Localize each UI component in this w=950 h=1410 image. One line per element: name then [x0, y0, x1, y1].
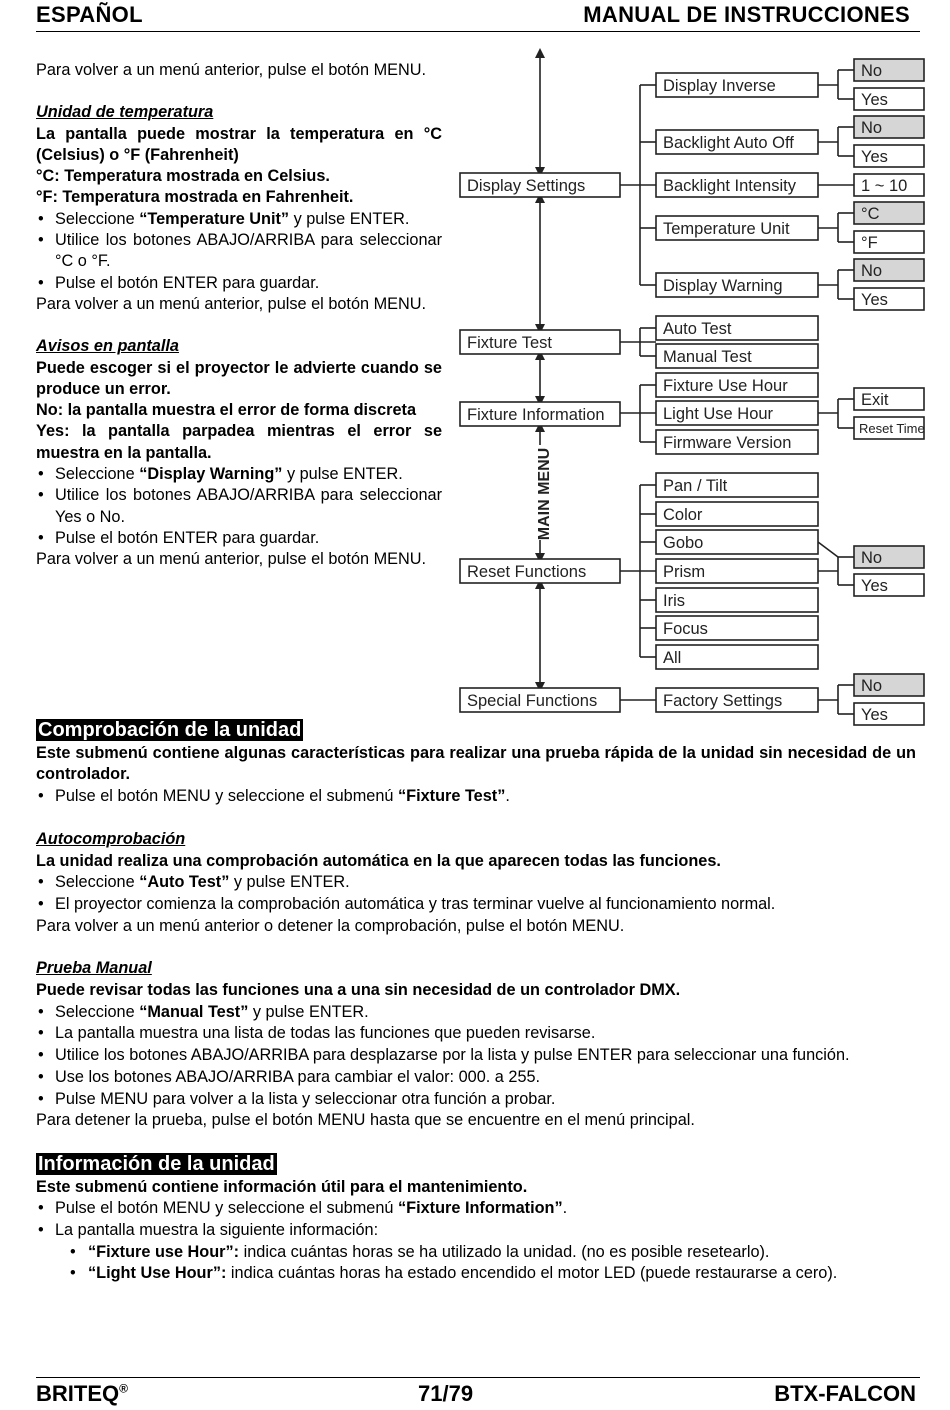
list-item: • Utilice los botones ABAJO/ARRIBA para seleccionar °C o °F. — [36, 230, 442, 273]
submenu-display-warning: Display Warning — [663, 277, 783, 295]
submenu-auto-test: Auto Test — [663, 320, 732, 338]
submenu-gobo: Gobo — [663, 534, 704, 552]
temp-unit-celsius: °C: Temperatura mostrada en Celsius. — [36, 167, 330, 186]
submenu-firmware-version: Firmware Version — [663, 434, 792, 452]
header-title: MANUAL DE INSTRUCCIONES — [583, 2, 910, 27]
fixture-info-intro: Este submenú contiene información útil para el mantenimiento. — [36, 1177, 528, 1196]
display-warning-intro: Puede escoger si el proyector le advierte cuando se produce un error. — [36, 358, 442, 398]
option-no: No — [861, 62, 883, 80]
footer-rule — [36, 1377, 920, 1378]
list-item: • Pulse el botón ENTER para guardar. — [36, 528, 442, 549]
option-exit: Exit — [861, 391, 889, 409]
submenu-backlight-intensity: Backlight Intensity — [663, 177, 796, 195]
list-item: • Seleccione “Display Warning” y pulse ENTER. — [36, 464, 442, 485]
list-item: • La pantalla muestra la siguiente información: — [36, 1220, 916, 1242]
submenu-fixture-use-hour: Fixture Use Hour — [663, 377, 788, 395]
option-yes: Yes — [861, 577, 888, 595]
option-no: No — [861, 677, 883, 695]
submenu-all: All — [663, 649, 682, 667]
main-item-fixture-test: Fixture Test — [467, 334, 552, 352]
display-warning-no: No: la pantalla muestra el error de forma discreta — [36, 401, 417, 420]
option-yes: Yes — [861, 91, 888, 109]
manual-test-intro: Puede revisar todas las funciones una a una sin necesidad de un controlador DMX. — [36, 981, 681, 1000]
temp-unit-intro: La pantalla puede mostrar la temperatura en °C (Celsius) o °F (Fahrenheit) — [36, 124, 442, 164]
main-item-fixture-information: Fixture Information — [467, 406, 605, 424]
option-fahrenheit: °F — [861, 234, 878, 252]
back-instruction: Para volver a un menú anterior o detener la comprobación, pulse el botón MENU. — [36, 916, 625, 935]
header-language: ESPAÑOL — [36, 2, 143, 27]
sub-list-item: • “Light Use Hour”: indica cuántas horas ha estado encendido el motor LED (puede restaurarse a cero). — [36, 1263, 916, 1285]
main-menu-label: MAIN MENU — [536, 447, 553, 541]
submenu-manual-test: Manual Test — [663, 348, 752, 366]
option-yes: Yes — [861, 291, 888, 309]
stop-instruction: Para detener la prueba, pulse el botón MENU hasta que se encuentre en el menú principal. — [36, 1111, 695, 1130]
page-number: 71/79 — [418, 1381, 474, 1406]
submenu-prism: Prism — [663, 563, 706, 581]
temp-unit-heading: Unidad de temperatura — [36, 103, 214, 122]
list-item: • Pulse el botón MENU y seleccione el submenú “Fixture Test”. — [36, 786, 916, 808]
option-no: No — [861, 549, 883, 567]
main-item-display-settings: Display Settings — [467, 177, 586, 195]
submenu-temperature-unit: Temperature Unit — [663, 220, 790, 238]
list-item: • Utilice los botones ABAJO/ARRIBA para desplazarse por la lista y pulse ENTER para seleccionar una función. — [36, 1045, 916, 1067]
display-warning-heading: Avisos en pantalla — [36, 337, 179, 356]
fixture-test-section — [36, 719, 916, 1285]
option-no: No — [861, 262, 883, 280]
list-item: • La pantalla muestra una lista de todas las funciones que pueden revisarse. — [36, 1023, 916, 1045]
list-item: • Pulse el botón ENTER para guardar. — [36, 273, 442, 294]
section-title-fixture-test: Comprobación de la unidad — [38, 719, 302, 741]
option-celsius: °C — [861, 205, 880, 223]
back-instruction: Para volver a un menú anterior, pulse el botón MENU. — [36, 550, 427, 569]
temp-unit-fahrenheit: °F: Temperatura mostrada en Fahrenheit. — [36, 188, 354, 207]
manual-test-heading: Prueba Manual — [36, 959, 152, 978]
fixture-test-intro: Este submenú contiene algunas características para realizar una prueba rápida de la unidad sin necesidad de un controlador. — [36, 743, 916, 784]
option-yes: Yes — [861, 148, 888, 166]
option-no: No — [861, 119, 883, 137]
submenu-display-inverse: Display Inverse — [663, 77, 776, 95]
back-instruction: Para volver a un menú anterior, pulse el botón MENU. — [36, 61, 427, 79]
section-title-fixture-info: Información de la unidad — [38, 1152, 275, 1175]
display-warning-yes: Yes: la pantalla parpadea mientras el error se muestra en la pantalla. — [36, 422, 442, 462]
back-instruction: Para volver a un menú anterior, pulse el botón MENU. — [36, 294, 427, 313]
footer-model: BTX-FALCON — [774, 1381, 916, 1406]
footer-brand: BRITEQ® — [36, 1381, 128, 1406]
list-item: • Use los botones ABAJO/ARRIBA para cambiar el valor: 000. a 255. — [36, 1067, 916, 1089]
list-item: • El proyector comienza la comprobación automática y tras terminar vuelve al funcionamiento normal. — [36, 894, 916, 916]
auto-test-heading: Autocomprobación — [36, 829, 186, 848]
main-item-special-functions: Special Functions — [467, 692, 598, 710]
submenu-iris: Iris — [663, 592, 685, 610]
option-reset-time: Reset Time — [859, 421, 925, 436]
sub-list-item: • “Fixture use Hour”: indica cuántas horas se ha utilizado la unidad. (no es posible resetearlo). — [36, 1242, 916, 1264]
list-item: • Seleccione “Auto Test” y pulse ENTER. — [36, 872, 916, 894]
submenu-light-use-hour: Light Use Hour — [663, 405, 774, 423]
submenu-backlight-auto-off: Backlight Auto Off — [663, 134, 794, 152]
option-range: 1 ~ 10 — [861, 177, 908, 195]
list-item: • Seleccione “Temperature Unit” y pulse ENTER. — [36, 209, 442, 230]
main-item-reset-functions: Reset Functions — [467, 563, 587, 581]
auto-test-intro: La unidad realiza una comprobación automática en la que aparecen todas las funciones. — [36, 851, 721, 870]
submenu-pan-tilt: Pan / Tilt — [663, 477, 728, 495]
list-item: • Seleccione “Manual Test” y pulse ENTER. — [36, 1002, 916, 1024]
submenu-color: Color — [663, 506, 703, 524]
submenu-focus: Focus — [663, 620, 708, 638]
submenu-factory-settings: Factory Settings — [663, 692, 783, 710]
list-item: • Pulse MENU para volver a la lista y seleccionar otra función a probar. — [36, 1089, 916, 1111]
list-item: • Pulse el botón MENU y seleccione el submenú “Fixture Information”. — [36, 1198, 916, 1220]
list-item: • Utilice los botones ABAJO/ARRIBA para seleccionar Yes o No. — [36, 485, 442, 528]
option-yes: Yes — [861, 706, 888, 724]
